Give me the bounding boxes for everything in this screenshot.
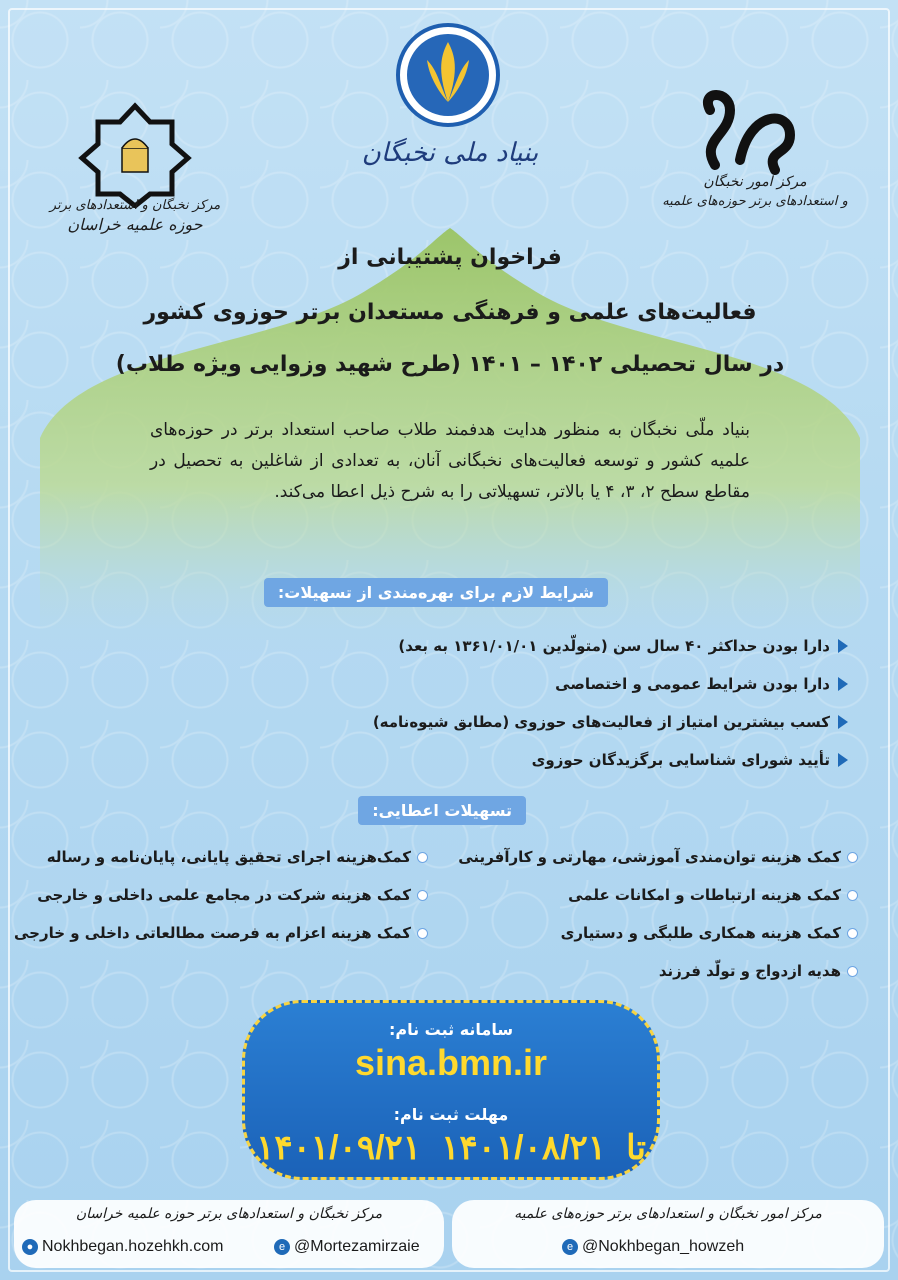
- globe-icon: ●: [22, 1239, 38, 1255]
- facility-item: کمک‌هزینه اجرای تحقیق پایانی، پایان‌نامه و رساله: [18, 838, 428, 876]
- facility-item: کمک هزینه ارتباطات و امکانات علمی: [438, 876, 858, 914]
- dot-bullet-icon: [847, 966, 858, 977]
- footer-left-card: [14, 1200, 444, 1268]
- left-caption-line1: مرکز نخبگان و استعدادهای برتر: [49, 198, 221, 213]
- footer-right-title: مرکز امور نخبگان و استعدادهای برتر حوزه‌های علمیه: [514, 1206, 822, 1222]
- facilities-list-left: [13, 838, 428, 952]
- registration-dates: [242, 1128, 660, 1168]
- deadline-to-word: تا: [626, 1129, 646, 1167]
- condition-item: تأیید شورای شناسایی برگزیدگان حوزوی: [308, 741, 848, 779]
- elite-center-logo: [680, 90, 810, 180]
- title-line2: فعالیت‌های علمی و فرهنگی مستعدان برتر حوزوی کشور: [143, 300, 757, 325]
- conditions-heading: شرایط لازم برای بهره‌مندی از تسهیلات:: [264, 578, 608, 607]
- conditions-list: [308, 627, 848, 779]
- dot-bullet-icon: [417, 928, 428, 939]
- dot-bullet-icon: [847, 852, 858, 863]
- facility-item: کمک هزینه همکاری طلبگی و دستیاری: [438, 914, 858, 952]
- dot-bullet-icon: [417, 852, 428, 863]
- bonyad-logo: [393, 20, 503, 130]
- dot-bullet-icon: [417, 890, 428, 901]
- dot-bullet-icon: [847, 928, 858, 939]
- right-caption-line2: و استعدادهای برتر حوزه‌های علمیه: [662, 194, 848, 209]
- facilities-list-right: [438, 838, 858, 990]
- registration-system-label: سامانه ثبت نام:: [388, 1020, 514, 1039]
- facility-item: کمک هزینه اعزام به فرصت مطالعاتی داخلی و خارجی: [18, 914, 428, 952]
- deadline-date-from: ۱۴۰۱/۰۸/۲۱: [441, 1129, 607, 1167]
- left-caption-line2: حوزه علمیه خراسان: [67, 215, 203, 234]
- triangle-bullet-icon: [838, 753, 848, 767]
- condition-item: کسب بیشترین امتیاز از فعالیت‌های حوزوی (مطابق شیوه‌نامه): [308, 703, 848, 741]
- triangle-bullet-icon: [838, 639, 848, 653]
- triangle-bullet-icon: [838, 715, 848, 729]
- eitaa-icon: e: [562, 1239, 578, 1255]
- dot-bullet-icon: [847, 890, 858, 901]
- right-logo-caption: [660, 172, 850, 212]
- left-logo-caption: [40, 196, 230, 234]
- bonyad-logo-text: بنیاد ملی نخبگان: [361, 138, 539, 168]
- right-caption-line1: مرکز امور نخبگان: [703, 174, 807, 190]
- footer-left-handle[interactable]: e @Mortezamirzaie: [274, 1238, 420, 1256]
- condition-item: دارا بودن شرایط عمومی و اختصاصی: [308, 665, 848, 703]
- deadline-date-to: ۱۴۰۱/۰۹/۲۱: [256, 1129, 422, 1167]
- title-line1: فراخوان پشتیبانی از: [338, 245, 562, 270]
- footer-left-title: مرکز نخبگان و استعدادهای برتر حوزه علمیه خراسان: [75, 1206, 383, 1222]
- facilities-heading: تسهیلات اعطایی:: [358, 796, 526, 825]
- condition-item: دارا بودن حداکثر ۴۰ سال سن (متولّدین ۱۳۶۱/۰۱/۰۱ به بعد): [308, 627, 848, 665]
- eitaa-icon: e: [274, 1239, 290, 1255]
- footer-right-card: [452, 1200, 884, 1268]
- title-line3: در سال تحصیلی ۱۴۰۲ – ۱۴۰۱ (طرح شهید وزوایی ویژه طلاب): [115, 352, 785, 377]
- triangle-bullet-icon: [838, 677, 848, 691]
- registration-deadline-label: مهلت ثبت نام:: [393, 1105, 509, 1124]
- footer-left-website[interactable]: ● Nokhbegan.hozehkh.com: [22, 1238, 223, 1256]
- registration-site-link[interactable]: sina.bmn.ir: [354, 1042, 548, 1083]
- intro-paragraph: بنیاد ملّی نخبگان به منظور هدایت هدفمند طلاب صاحب استعداد برتر در حوزه‌های علمیه کشور و توسعه فعالیت‌های نخبگانی آنان، به تعدادی از شاغلین به تحصیل در مقاطع سطح ۲، ۳، ۴ یا بالاتر، تسهیلاتی را به شرح ذیل اعطا می‌کند.: [150, 420, 750, 502]
- facility-item: هدیه ازدواج و تولّد فرزند: [438, 952, 858, 990]
- khorasan-seminary-logo: [70, 98, 200, 208]
- footer-right-handle[interactable]: e @Nokhbegan_howzeh: [562, 1238, 744, 1256]
- facility-item: کمک هزینه توان‌مندی آموزشی، مهارتی و کارآفرینی: [438, 838, 858, 876]
- facility-item: کمک هزینه شرکت در مجامع علمی داخلی و خارجی: [18, 876, 428, 914]
